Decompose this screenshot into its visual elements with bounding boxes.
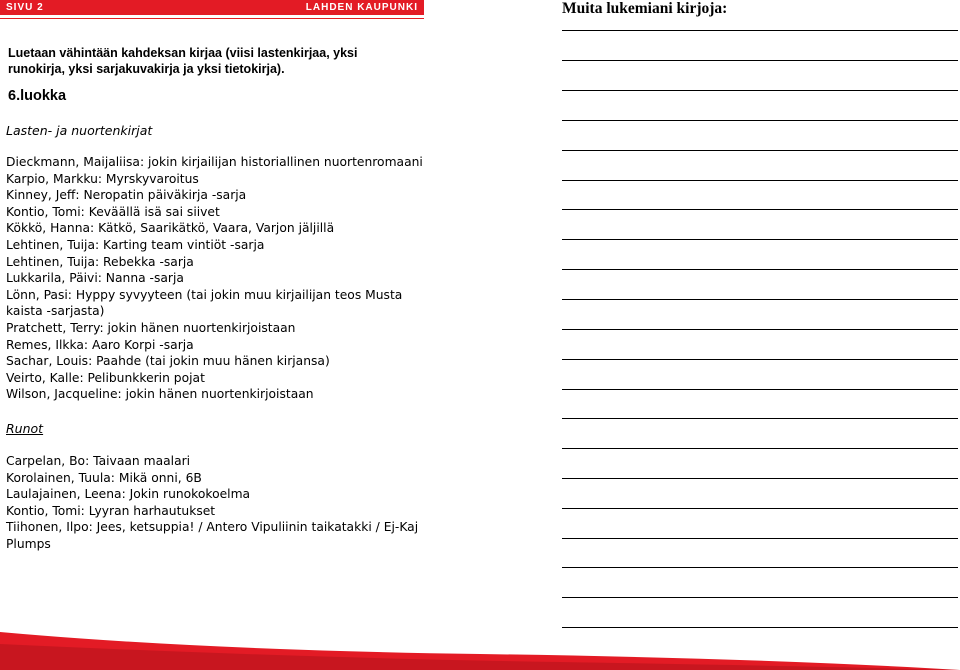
footer-swoosh — [0, 624, 960, 670]
header-rule — [0, 18, 424, 19]
writing-line[interactable] — [562, 389, 958, 390]
list-item: Wilson, Jacqueline: jokin hänen nuortenkirjoistaan — [6, 387, 314, 402]
writing-line[interactable] — [562, 418, 958, 419]
list-item: Korolainen, Tuula: Mikä onni, 6B — [6, 470, 202, 485]
writing-line[interactable] — [562, 60, 958, 61]
other-books-title: Muita lukemiani kirjoja: — [562, 0, 728, 17]
section-title-children-books: Lasten- ja nuortenkirjat — [6, 123, 153, 138]
header-bar — [0, 0, 424, 15]
list-item: Lönn, Pasi: Hyppy syvyyteen (tai jokin muu kirjailijan teos Musta kaista -sarjasta) — [6, 287, 403, 319]
writing-line[interactable] — [562, 299, 958, 300]
writing-line[interactable] — [562, 269, 958, 270]
page-label: SIVU 2 — [6, 2, 44, 13]
writing-line[interactable] — [562, 150, 958, 151]
intro-text: Luetaan vähintään kahdeksan kirjaa (viisi lastenkirjaa, yksi runokirja, yksi sarjakuvakirja ja yksi tietokirja). — [8, 46, 358, 76]
city-label: LAHDEN KAUPUNKI — [305, 2, 418, 13]
writing-line[interactable] — [562, 359, 958, 360]
writing-line[interactable] — [562, 597, 958, 598]
writing-line[interactable] — [562, 209, 958, 210]
section-title-poems: Runot — [6, 421, 44, 436]
list-item: Lehtinen, Tuija: Rebekka -sarja — [6, 254, 194, 269]
list-item: Lehtinen, Tuija: Karting team vintiöt -sarja — [6, 237, 265, 252]
list-item: Kinney, Jeff: Neropatin päiväkirja -sarja — [6, 188, 247, 203]
list-item: Carpelan, Bo: Taivaan maalari — [6, 454, 191, 468]
writing-line[interactable] — [562, 508, 958, 509]
list-item: Lukkarila, Päivi: Nanna -sarja — [6, 271, 184, 286]
list-item: Pratchett, Terry: jokin hänen nuortenkirjoistaan — [6, 320, 296, 335]
list-item: Kontio, Tomi: Keväällä isä sai siivet — [6, 204, 220, 219]
writing-line[interactable] — [562, 538, 958, 539]
writing-line[interactable] — [562, 478, 958, 479]
writing-line[interactable] — [562, 239, 958, 240]
children-book-list — [6, 154, 431, 403]
list-item: Sachar, Louis: Paahde (tai jokin muu hänen kirjansa) — [6, 354, 330, 369]
writing-line[interactable] — [562, 448, 958, 449]
list-item: Tiihonen, Ilpo: Jees, ketsuppia! / Antero Vipuliinin taikatakki / Ej-Kaj Plumps — [6, 520, 419, 551]
writing-line[interactable] — [562, 30, 958, 31]
list-item: Laulajainen, Leena: Jokin runokokoelma — [6, 487, 251, 502]
list-item: Remes, Ilkka: Aaro Korpi -sarja — [6, 337, 194, 352]
writing-line[interactable] — [562, 567, 958, 568]
writing-line[interactable] — [562, 90, 958, 91]
list-item: Karpio, Markku: Myrskyvaroitus — [6, 171, 199, 186]
writing-line[interactable] — [562, 329, 958, 330]
list-item: Kontio, Tomi: Lyyran harhautukset — [6, 503, 216, 518]
list-item: Kökkö, Hanna: Kätkö, Saarikätkö, Vaara, Varjon jäljillä — [6, 221, 335, 236]
grade-heading: 6.luokka — [8, 88, 67, 104]
list-item: Veirto, Kalle: Pelibunkkerin pojat — [6, 370, 205, 385]
poem-book-list — [6, 453, 431, 553]
writing-line[interactable] — [562, 180, 958, 181]
list-item: Dieckmann, Maijaliisa: jokin kirjailijan historiallinen nuortenromaani — [6, 155, 423, 169]
writing-line[interactable] — [562, 120, 958, 121]
